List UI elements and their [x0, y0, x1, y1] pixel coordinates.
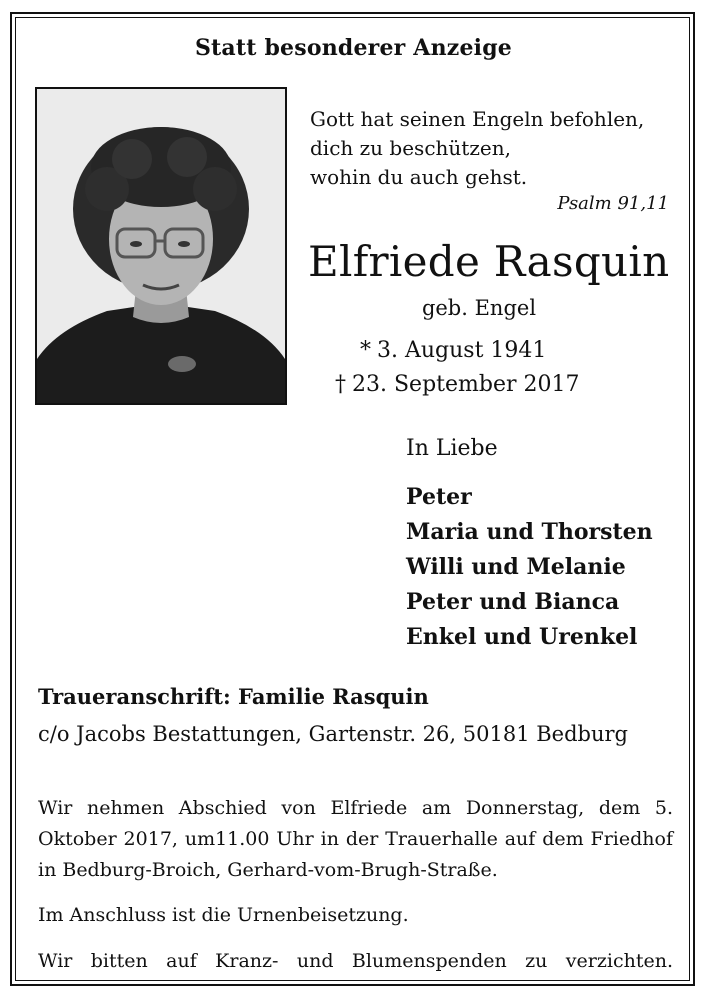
- mourners-list: [406, 480, 653, 655]
- mourners-intro: In Liebe: [406, 436, 498, 461]
- mourner-name: Maria und Thorsten: [406, 519, 653, 545]
- verse-line: wohin du auch gehst.: [310, 165, 528, 189]
- birth-date: [360, 338, 546, 363]
- mourner-name: Peter: [406, 484, 472, 510]
- mourner-name: Peter und Bianca: [406, 589, 620, 615]
- death-date-text: 23. September 2017: [352, 372, 580, 397]
- no-flowers-note: Wir bitten auf Kranz- und Blumenspenden zu verzichten.: [38, 950, 673, 972]
- birth-star-icon: *: [360, 338, 371, 363]
- verse-source: Psalm 91,11: [557, 193, 669, 214]
- portrait-photo: [35, 87, 287, 405]
- birth-name: geb. Engel: [421, 296, 537, 320]
- bible-verse: [310, 105, 644, 192]
- death-date: [335, 372, 579, 397]
- mourner-name: Willi und Melanie: [406, 554, 626, 580]
- farewell-paragraph: Wir nehmen Abschied von Elfriede am Donnerstag, dem 5. Oktober 2017, um11.00 Uhr in der Trauerhalle auf dem Friedhof in Bedburg-Broich, Gerhard-vom-Brugh-Straße.: [38, 797, 673, 881]
- deceased-name: Elfriede Rasquin: [308, 237, 670, 286]
- verse-line: dich zu beschützen,: [310, 136, 511, 160]
- birth-date-text: 3. August 1941: [377, 338, 547, 363]
- address-line: c/o Jacobs Bestattungen, Gartenstr. 26, 50181 Bedburg: [38, 722, 628, 746]
- mourner-name: Enkel und Urenkel: [406, 624, 638, 650]
- death-cross-icon: †: [335, 372, 346, 397]
- address-label: Traueranschrift: Familie Rasquin: [38, 684, 429, 709]
- urn-burial-note: Im Anschluss ist die Urnenbeisetzung.: [38, 904, 409, 926]
- notice-header: Statt besonderer Anzeige: [194, 35, 513, 61]
- verse-line: Gott hat seinen Engeln befohlen,: [310, 107, 645, 131]
